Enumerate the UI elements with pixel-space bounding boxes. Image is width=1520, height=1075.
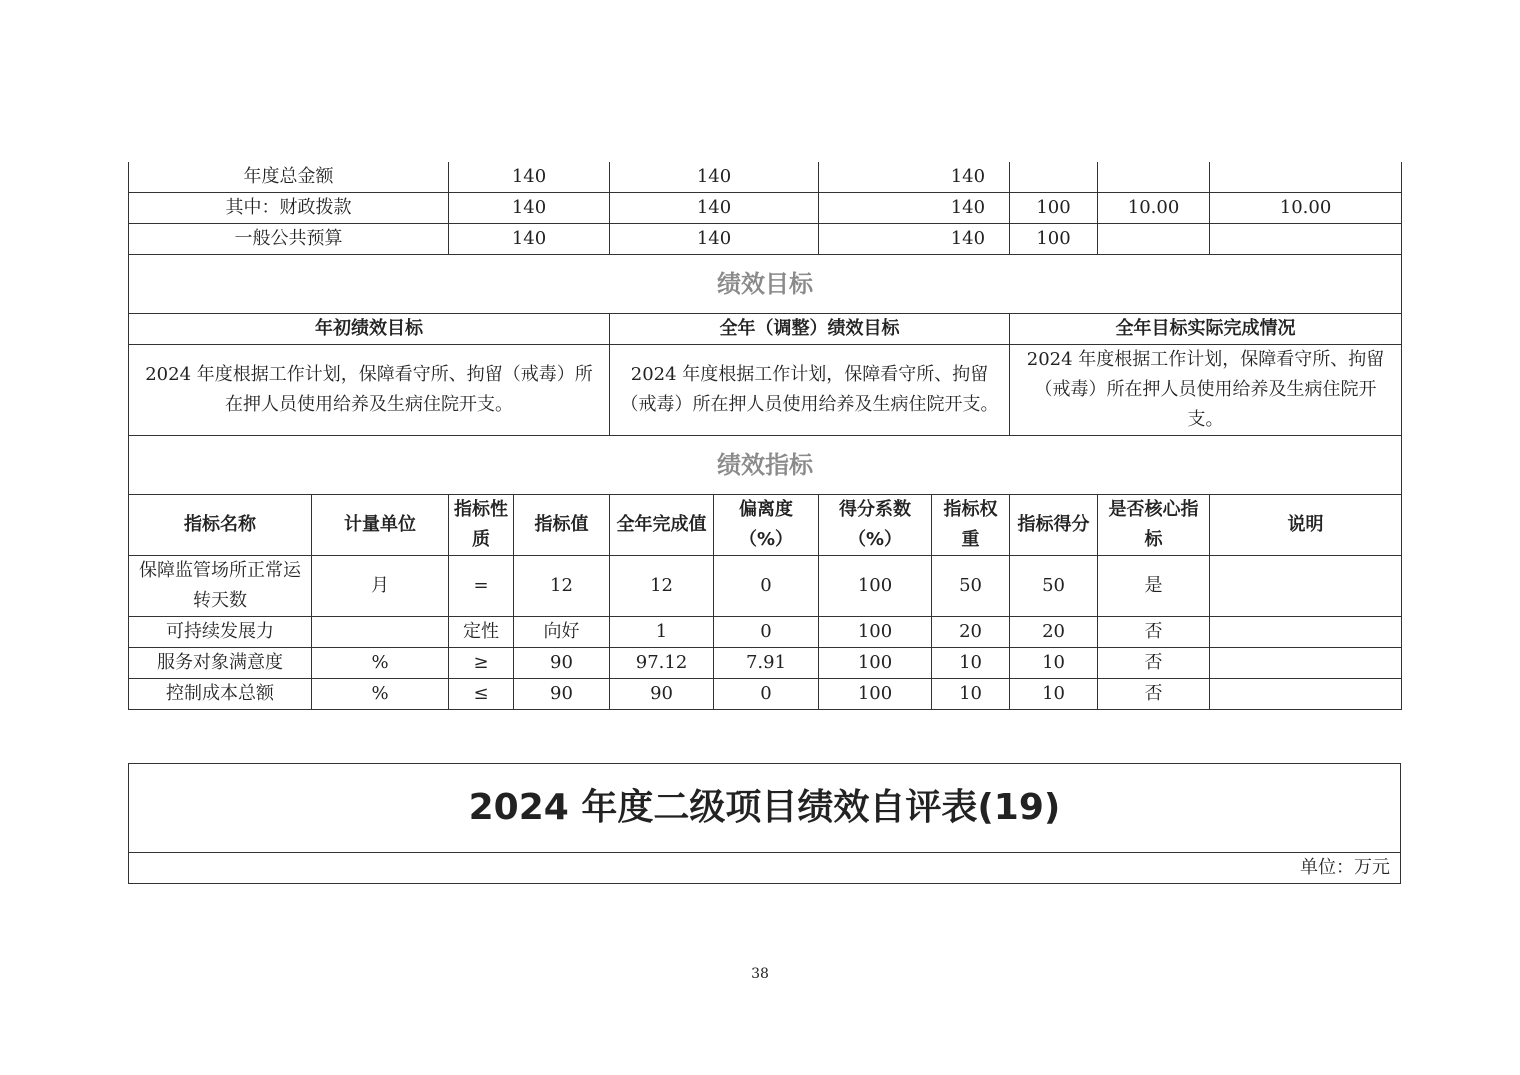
indicator-cell: = (449, 556, 514, 617)
indicator-cell: 否 (1098, 617, 1210, 648)
indicator-cell: 90 (514, 679, 610, 710)
header-target-value: 指标值 (514, 495, 610, 556)
goals-initial-text: 2024 年度根据工作计划，保障看守所、拘留（戒毒）所在押人员使用给养及生病住院开支。 (129, 345, 610, 436)
header-notes: 说明 (1210, 495, 1402, 556)
indicator-cell (312, 617, 449, 648)
indicator-cell: 否 (1098, 679, 1210, 710)
header-indicator-name: 指标名称 (129, 495, 312, 556)
indicator-row (129, 617, 1402, 648)
performance-table (128, 162, 1402, 710)
funding-value: 140 (610, 193, 819, 224)
funding-value: 140 (819, 162, 1010, 193)
form-title: 2024 年度二级项目绩效自评表(19) (129, 764, 1401, 853)
indicator-cell: 1 (610, 617, 714, 648)
indicators-header-row (129, 495, 1402, 556)
funding-value (1210, 162, 1402, 193)
indicator-row (129, 679, 1402, 710)
funding-row (129, 162, 1402, 193)
indicator-cell (1210, 648, 1402, 679)
funding-value (1098, 224, 1210, 255)
indicator-cell: 可持续发展力 (129, 617, 312, 648)
indicator-cell: 100 (819, 679, 932, 710)
indicator-row (129, 648, 1402, 679)
header-score-coefficient: 得分系数（%） (819, 495, 932, 556)
indicator-cell: 100 (819, 556, 932, 617)
funding-value: 100 (1010, 193, 1098, 224)
header-nature: 指标性质 (449, 495, 514, 556)
indicator-cell: 20 (932, 617, 1010, 648)
funding-value (1098, 162, 1210, 193)
indicator-cell: 月 (312, 556, 449, 617)
indicator-cell: 97.12 (610, 648, 714, 679)
indicator-cell: 0 (714, 617, 819, 648)
form-unit: 单位：万元 (129, 853, 1401, 884)
indicator-cell (1210, 617, 1402, 648)
header-deviation: 偏离度（%） (714, 495, 819, 556)
funding-value: 140 (610, 224, 819, 255)
indicator-cell: 12 (514, 556, 610, 617)
funding-value: 140 (449, 224, 610, 255)
indicator-cell: ≤ (449, 679, 514, 710)
funding-value: 10.00 (1210, 193, 1402, 224)
goals-section-row (129, 255, 1402, 314)
indicator-cell: 20 (1010, 617, 1098, 648)
funding-value: 140 (819, 193, 1010, 224)
indicator-cell: 90 (514, 648, 610, 679)
header-core-indicator: 是否核心指标 (1098, 495, 1210, 556)
funding-value: 140 (449, 193, 610, 224)
indicators-section-row (129, 436, 1402, 495)
goals-header-adjusted: 全年（调整）绩效目标 (610, 314, 1010, 345)
indicator-cell: 向好 (514, 617, 610, 648)
funding-row (129, 193, 1402, 224)
header-unit: 计量单位 (312, 495, 449, 556)
indicator-cell (1210, 679, 1402, 710)
indicator-cell: 控制成本总额 (129, 679, 312, 710)
funding-row (129, 224, 1402, 255)
indicator-cell: % (312, 648, 449, 679)
indicator-cell: 7.91 (714, 648, 819, 679)
funding-label: 一般公共预算 (129, 224, 449, 255)
indicator-cell: 定性 (449, 617, 514, 648)
indicator-cell: 10 (1010, 648, 1098, 679)
goals-content-row (129, 345, 1402, 436)
self-evaluation-form-header (128, 763, 1401, 884)
funding-label: 年度总金额 (129, 162, 449, 193)
indicator-cell: 是 (1098, 556, 1210, 617)
goals-actual-text: 2024 年度根据工作计划，保障看守所、拘留（戒毒）所在押人员使用给养及生病住院开支。 (1010, 345, 1402, 436)
header-weight: 指标权重 (932, 495, 1010, 556)
indicator-cell: 保障监管场所正常运转天数 (129, 556, 312, 617)
indicator-cell: ≥ (449, 648, 514, 679)
funding-value: 140 (449, 162, 610, 193)
goals-header-row (129, 314, 1402, 345)
indicator-cell: 服务对象满意度 (129, 648, 312, 679)
indicator-cell: 10 (1010, 679, 1098, 710)
goals-header-actual: 全年目标实际完成情况 (1010, 314, 1402, 345)
indicator-cell: 10 (932, 679, 1010, 710)
goals-header-initial: 年初绩效目标 (129, 314, 610, 345)
indicator-cell: % (312, 679, 449, 710)
funding-value: 140 (819, 224, 1010, 255)
indicator-cell: 90 (610, 679, 714, 710)
indicator-cell: 100 (819, 617, 932, 648)
indicator-cell: 50 (932, 556, 1010, 617)
indicator-cell: 10 (932, 648, 1010, 679)
funding-value: 140 (610, 162, 819, 193)
indicators-section-title: 绩效指标 (129, 436, 1402, 495)
funding-value (1210, 224, 1402, 255)
indicator-cell: 否 (1098, 648, 1210, 679)
indicator-cell: 50 (1010, 556, 1098, 617)
header-completed-value: 全年完成值 (610, 495, 714, 556)
indicator-cell (1210, 556, 1402, 617)
form-title-row (129, 764, 1401, 853)
funding-value (1010, 162, 1098, 193)
header-score: 指标得分 (1010, 495, 1098, 556)
page-number: 38 (751, 966, 769, 982)
indicator-cell: 12 (610, 556, 714, 617)
indicator-row (129, 556, 1402, 617)
goals-section-title: 绩效目标 (129, 255, 1402, 314)
funding-value: 100 (1010, 224, 1098, 255)
funding-value: 10.00 (1098, 193, 1210, 224)
indicator-cell: 100 (819, 648, 932, 679)
funding-label: 其中：财政拨款 (129, 193, 449, 224)
indicator-cell: 0 (714, 556, 819, 617)
form-unit-row (129, 853, 1401, 884)
indicator-cell: 0 (714, 679, 819, 710)
goals-adjusted-text: 2024 年度根据工作计划，保障看守所、拘留（戒毒）所在押人员使用给养及生病住院开支。 (610, 345, 1010, 436)
